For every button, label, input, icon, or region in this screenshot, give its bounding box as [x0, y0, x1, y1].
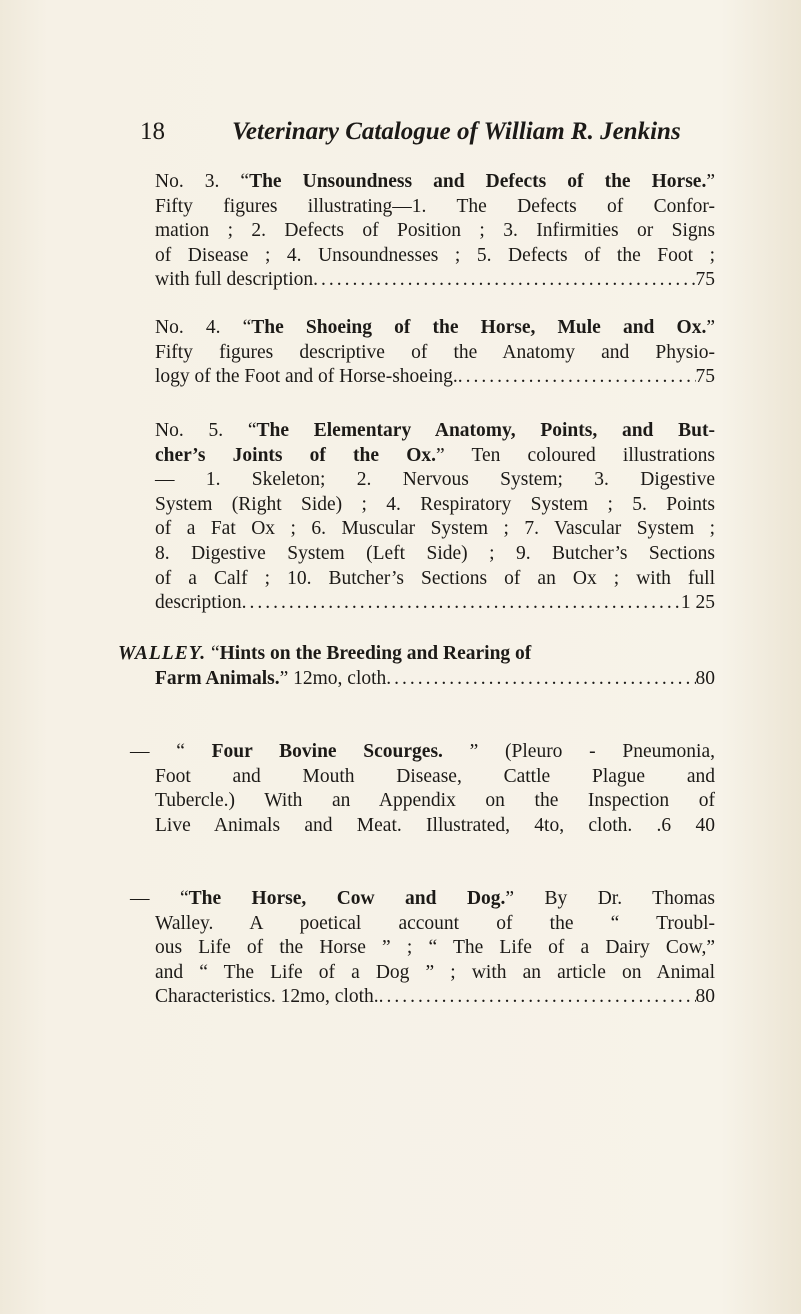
entry-text: Farm Animals.” 12mo, cloth — [155, 667, 387, 689]
running-title: Veterinary Catalogue of William R. Jenkins — [232, 118, 681, 145]
entry-text: ous Life of the Horse ” ; “ The Life of a Dairy Cow,” — [155, 937, 715, 959]
dot-leader — [313, 268, 695, 293]
entry-text: Fifty figures illustrating—1. The Defects of Confor- — [155, 195, 715, 217]
entry-text: of a Fat Ox ; 6. Muscular System ; 7. Vascular System ; — [155, 518, 715, 540]
dot-leader — [386, 667, 695, 692]
page-number: 18 — [140, 118, 165, 145]
entry-text: — “ — [130, 741, 212, 762]
entry-text: logy of the Foot and of Horse-shoeing. — [155, 366, 458, 388]
price: 75 — [695, 366, 715, 388]
entry-line — [130, 936, 715, 961]
entry-text: Characteristics. 12mo, cloth. — [155, 986, 379, 1008]
entry-text: ” By Dr. Thomas — [505, 888, 715, 909]
entry-text: with full description — [155, 269, 314, 291]
entry-line — [155, 316, 715, 341]
entry-title: cher’s Joints of the Ox. — [155, 444, 436, 466]
entry-title: Four Bovine Scourges. — [211, 741, 443, 762]
entry-line — [155, 244, 715, 269]
catalogue-entry-no-4 — [155, 316, 715, 390]
entry-title: Farm Animals. — [155, 667, 280, 689]
entry-text: description — [155, 592, 242, 614]
entry-text: Fifty figures descriptive of the Anatomy and Physio- — [155, 341, 715, 363]
price-line — [155, 591, 715, 616]
entry-text: Foot and Mouth Disease, Cattle Plague and — [155, 765, 715, 787]
entry-line — [130, 887, 715, 912]
entry-text: mation ; 2. Defects of Position ; 3. Infirmities or Signs — [155, 220, 715, 242]
entry-line — [155, 493, 715, 518]
entry-text: Live Animals and Meat. Illustrated, 4to, cloth. .6 40 — [155, 814, 715, 836]
entry-text: and “ The Life of a Dog ” ; with an article on Animal — [155, 961, 715, 983]
entry-text: No. 4. “ — [155, 317, 252, 338]
price-line — [155, 365, 715, 390]
entry-text: of a Calf ; 10. Butcher’s Sections of an Ox ; with full — [155, 567, 715, 589]
entry-text: System (Right Side) ; 4. Respiratory System ; 5. Points — [155, 493, 715, 515]
entry-title: The Unsoundness and Defects of the Horse. — [249, 171, 707, 192]
catalogue-entry-horse-cow-dog — [130, 887, 715, 1010]
entry-line — [155, 468, 715, 493]
entry-line — [155, 517, 715, 542]
entry-text: No. 3. “ — [155, 171, 250, 192]
entry-line — [130, 765, 715, 790]
entry-line — [130, 814, 715, 839]
entry-text: of Disease ; 4. Unsoundnesses ; 5. Defects of the Foot ; — [155, 244, 715, 266]
price: 80 — [695, 986, 715, 1008]
catalogue-entry-no-3 — [155, 170, 715, 293]
price: 75 — [695, 269, 715, 291]
dot-leader — [379, 985, 696, 1010]
catalogue-entry-no-5 — [155, 419, 715, 616]
entry-line — [155, 341, 715, 366]
entry-text: — “ — [130, 888, 189, 909]
entry-text: — 1. Skeleton; 2. Nervous System; 3. Digestive — [155, 469, 715, 491]
dot-leader — [458, 365, 696, 390]
price-line — [118, 667, 715, 692]
price: 80 — [695, 667, 715, 689]
entry-text: ” — [706, 171, 715, 192]
entry-text: ” (Pleuro - Pneumonia, — [442, 741, 715, 762]
entry-text: ” — [706, 317, 715, 338]
entry-line — [130, 912, 715, 937]
price-line — [155, 268, 715, 293]
entry-title: The Horse, Cow and Dog. — [188, 888, 506, 909]
dot-leader — [242, 591, 681, 616]
entry-text: 8. Digestive System (Left Side) ; 9. Butcher’s Sections — [155, 542, 715, 564]
entry-line — [155, 170, 715, 195]
entry-text: Tubercle.) With an Appendix on the Inspection of — [155, 790, 715, 812]
entry-text: No. 5. “ — [155, 420, 257, 441]
author-name: WALLEY. — [118, 643, 207, 664]
entry-line — [155, 567, 715, 592]
price-line — [130, 985, 715, 1010]
entry-line — [118, 642, 715, 667]
entry-line — [130, 740, 715, 765]
entry-line — [155, 444, 715, 469]
entry-title: Hints on the Breeding and Rearing of — [219, 643, 532, 664]
entry-text: Walley. A poetical account of the “ Troubl- — [155, 912, 715, 934]
entry-text: ” Ten coloured illustrations — [436, 444, 716, 466]
page-header — [140, 112, 700, 152]
entry-title: The Shoeing of the Horse, Mule and Ox. — [251, 317, 707, 338]
entry-line — [130, 961, 715, 986]
entry-line — [155, 195, 715, 220]
entry-line — [155, 419, 715, 444]
catalogue-entry-four-bovine-scourges — [130, 740, 715, 838]
entry-line — [155, 542, 715, 567]
entry-title: The Elementary Anatomy, Points, and But- — [256, 420, 715, 441]
entry-line — [155, 219, 715, 244]
entry-text: “ — [206, 643, 220, 664]
catalogue-entry-walley-hints — [118, 642, 715, 691]
price: 1 25 — [680, 592, 715, 614]
entry-line — [130, 789, 715, 814]
